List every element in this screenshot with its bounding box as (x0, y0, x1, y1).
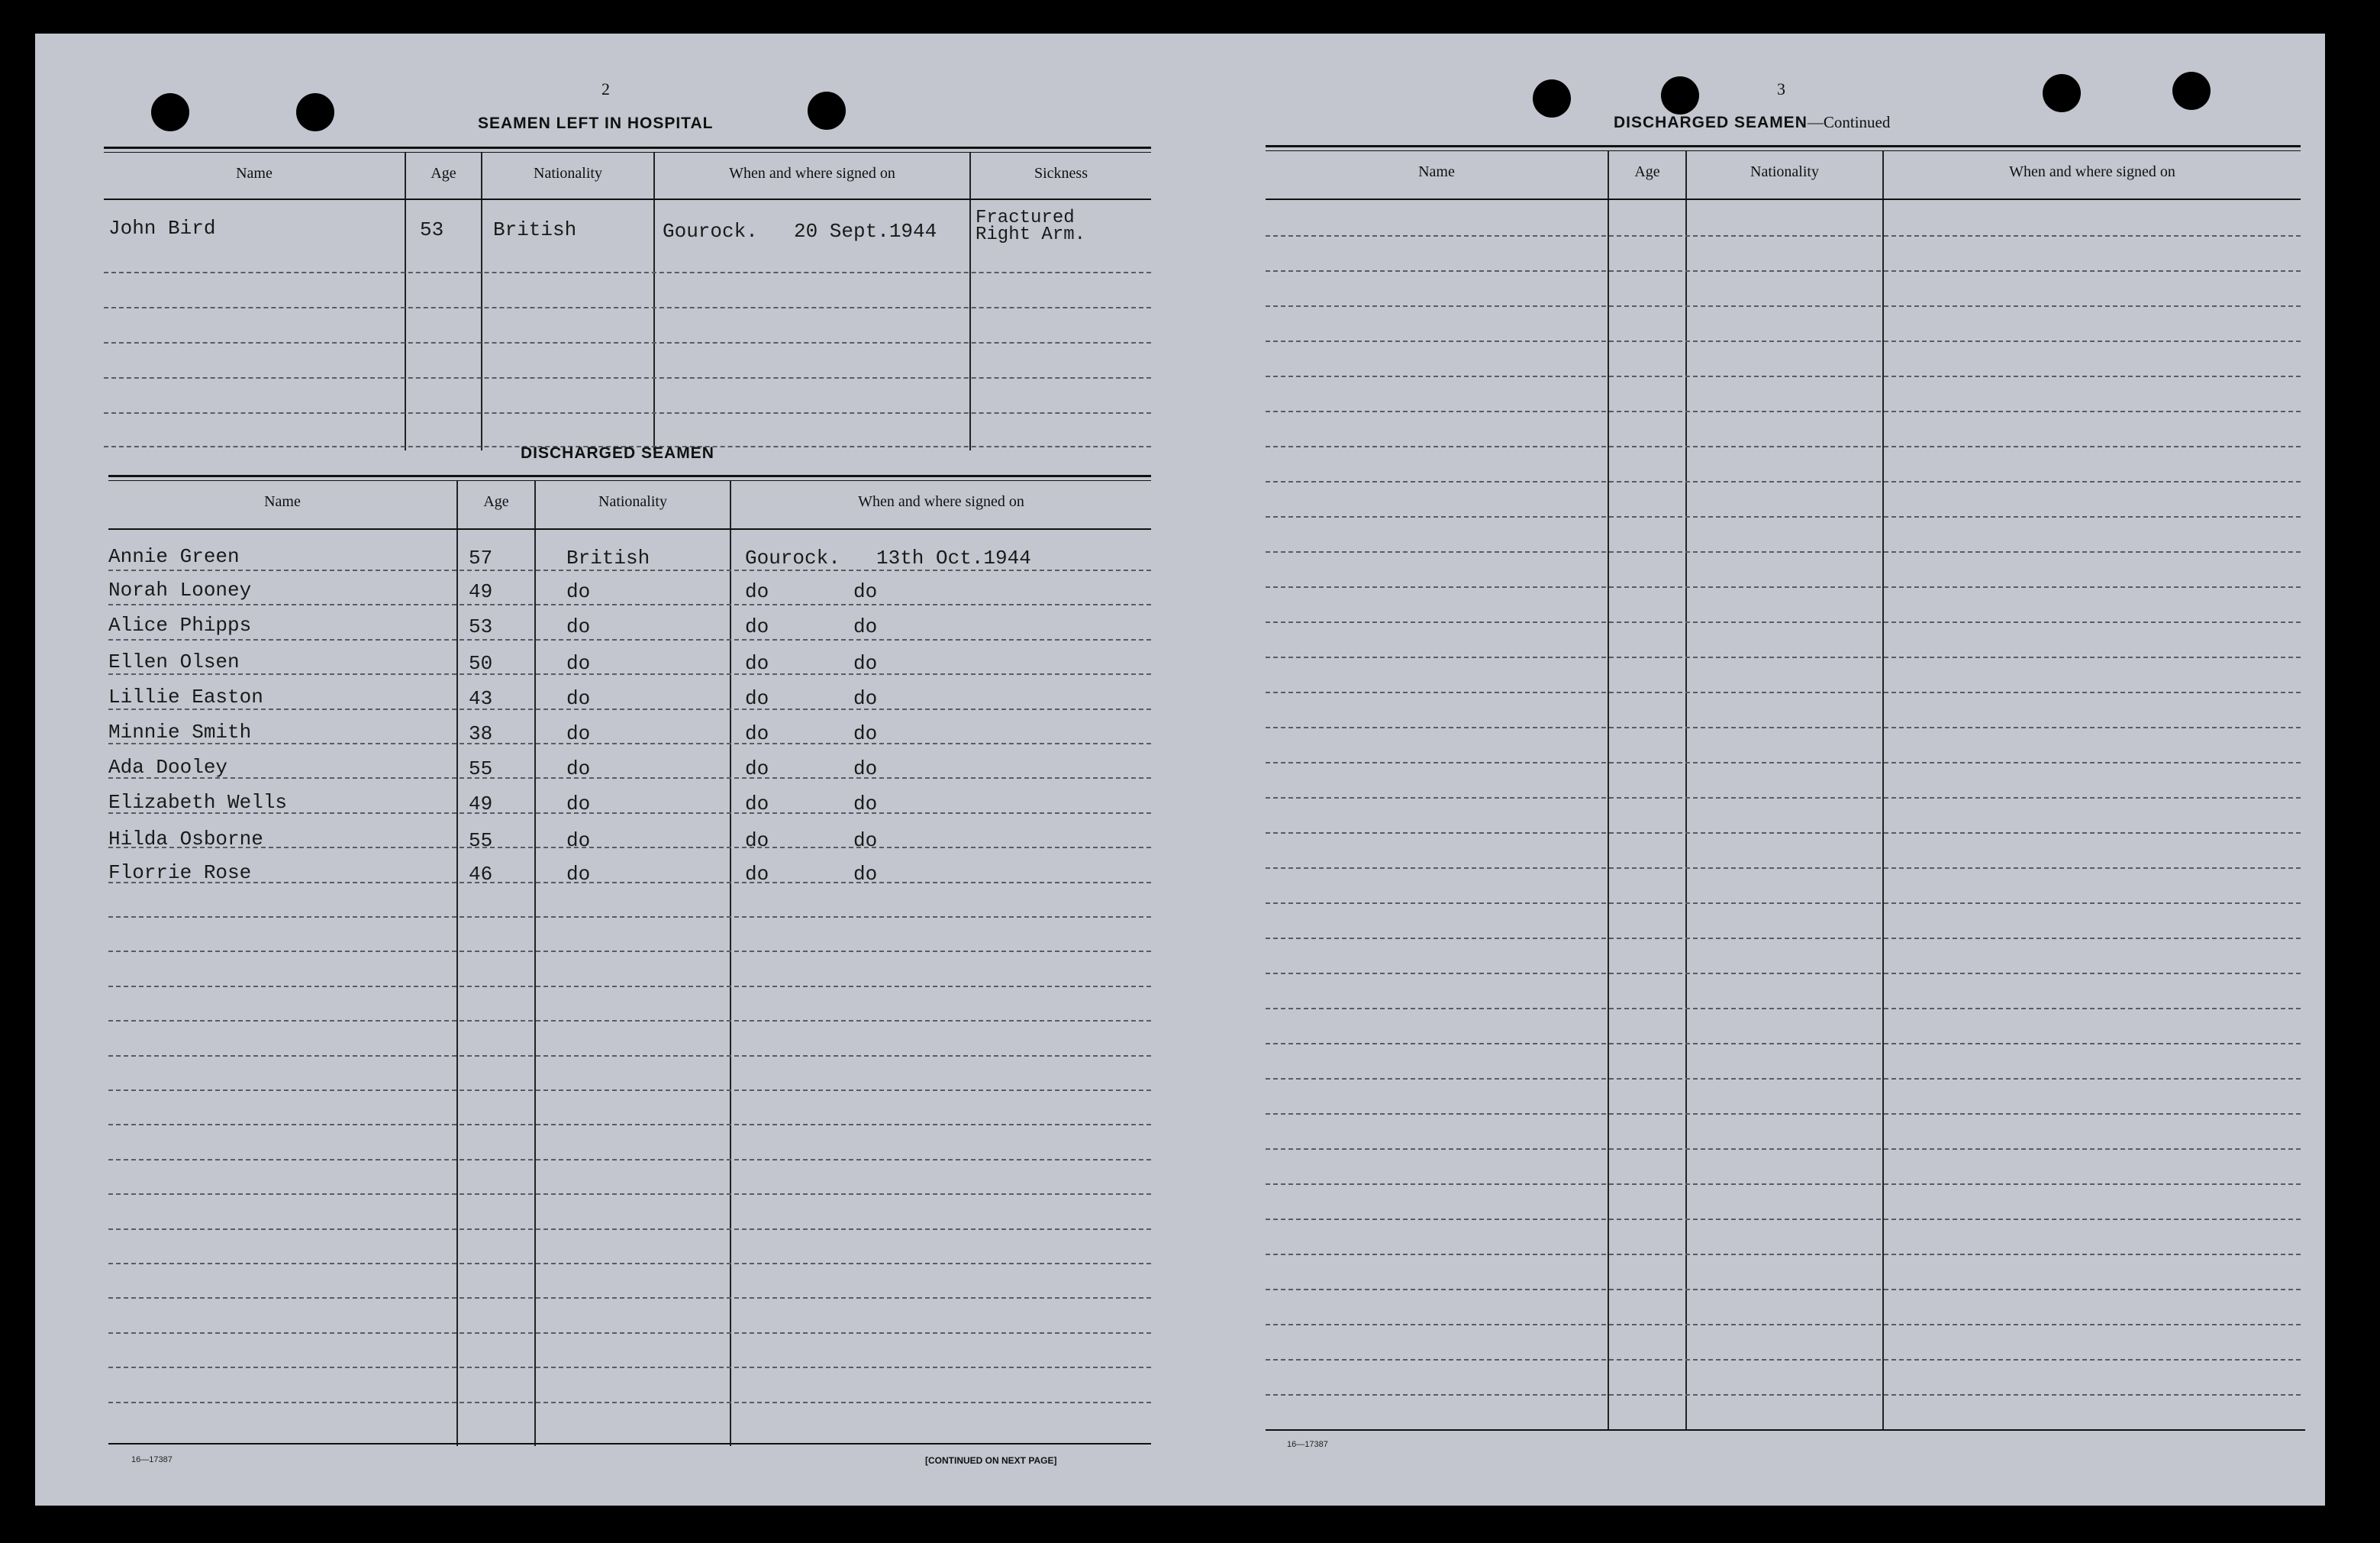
column-divider (1685, 151, 1687, 1431)
punch-hole (2172, 72, 2211, 110)
row-line (1266, 621, 2301, 623)
cell-nationality: do (566, 792, 591, 815)
row-line (1266, 411, 2301, 412)
row-line (108, 1332, 1151, 1334)
row-line (1266, 1078, 2301, 1080)
row-line (108, 639, 1151, 641)
row-line (1266, 1183, 2301, 1185)
row-line (108, 1228, 1151, 1230)
cell-place: do (745, 792, 769, 815)
row-line (108, 847, 1151, 848)
rule (108, 480, 1151, 481)
cell-age: 43 (469, 687, 493, 710)
row-line (1266, 1148, 2301, 1150)
form-number: 16—17387 (1287, 1440, 1328, 1449)
header-rule (1266, 199, 2301, 200)
row-line (104, 307, 1151, 308)
cell-place: do (745, 757, 769, 780)
cell-age: 53 (469, 615, 493, 638)
cell-name: Hilda Osborne (108, 828, 263, 851)
punch-hole (1533, 79, 1571, 118)
cell-name: Alice Phipps (108, 614, 252, 637)
row-line (108, 709, 1151, 710)
row-line (1266, 1359, 2301, 1361)
row-line (1266, 446, 2301, 447)
row-line (104, 272, 1151, 273)
row-line (108, 673, 1151, 675)
cell-age: 57 (469, 547, 493, 570)
row-line (108, 1297, 1151, 1299)
cell-nationality: do (566, 722, 591, 745)
cell-name: Minnie Smith (108, 721, 252, 744)
punch-hole (296, 93, 334, 131)
cell-nationality: do (566, 757, 591, 780)
cell-name: Ellen Olsen (108, 650, 240, 673)
cell-place: do (745, 652, 769, 675)
header-signed-on: When and where signed on (2009, 163, 2175, 180)
punch-hole (2043, 74, 2081, 112)
row-line (1266, 832, 2301, 834)
cell-nationality: do (566, 580, 591, 603)
cell-nationality: do (566, 863, 591, 886)
row-line (1266, 481, 2301, 483)
cell-name: John Bird (108, 217, 216, 240)
header-rule (104, 199, 1151, 200)
cell-age: 46 (469, 863, 493, 886)
row-line (108, 604, 1151, 605)
row-line (1266, 376, 2301, 377)
right-section-title (1614, 113, 1890, 132)
punch-hole (151, 93, 189, 131)
cell-sickness: Right Arm. (976, 224, 1086, 245)
cell-age: 49 (469, 792, 493, 815)
row-line (1266, 657, 2301, 658)
row-line (1266, 516, 2301, 518)
column-divider (534, 481, 536, 1446)
row-line (108, 882, 1151, 883)
header-rule (108, 528, 1151, 530)
row-line (108, 1124, 1151, 1125)
row-line (1266, 341, 2301, 342)
cell-name: Lillie Easton (108, 686, 263, 709)
header-sickness: Sickness (1034, 165, 1088, 182)
row-line (108, 1263, 1151, 1264)
row-line (1266, 586, 2301, 588)
row-line (1266, 727, 2301, 728)
rule (104, 152, 1151, 153)
bottom-rule (108, 1443, 1151, 1445)
cell-nationality: do (566, 687, 591, 710)
cell-place: do (745, 615, 769, 638)
bottom-rule (1266, 1429, 2305, 1431)
cell-date: do (853, 863, 878, 886)
row-line (1266, 1289, 2301, 1290)
cell-place: do (745, 863, 769, 886)
continued-note: [CONTINUED ON NEXT PAGE] (925, 1455, 1057, 1466)
row-line (1266, 1008, 2301, 1009)
row-line (108, 986, 1151, 987)
cell-age: 55 (469, 829, 493, 852)
cell-place: do (745, 829, 769, 852)
cell-name: Florrie Rose (108, 861, 252, 884)
row-line (1266, 938, 2301, 939)
row-line (108, 743, 1151, 744)
row-line (108, 777, 1151, 779)
cell-age: 53 (420, 218, 444, 241)
row-line (108, 1402, 1151, 1403)
cell-place: do (745, 580, 769, 603)
cell-name: Annie Green (108, 545, 240, 568)
title-continued: —Continued (1807, 113, 1891, 131)
row-line (1266, 692, 2301, 693)
row-line (108, 1193, 1151, 1195)
cell-nationality: British (566, 547, 650, 570)
cell-age: 49 (469, 580, 493, 603)
row-line (1266, 235, 2301, 237)
cell-age: 50 (469, 652, 493, 675)
cell-nationality: do (566, 615, 591, 638)
cell-name: Ada Dooley (108, 756, 228, 779)
header-age: Age (431, 165, 456, 182)
header-name: Name (264, 493, 301, 510)
cell-date: do (853, 615, 878, 638)
row-line (1266, 1219, 2301, 1220)
row-line (1266, 1043, 2301, 1044)
row-line (108, 1020, 1151, 1022)
header-nationality: Nationality (1750, 163, 1819, 180)
header-name: Name (1418, 163, 1455, 180)
page-number: 3 (1777, 79, 1785, 98)
form-number: 16—17387 (131, 1455, 173, 1464)
rule (104, 147, 1151, 149)
cell-date: do (853, 829, 878, 852)
header-nationality: Nationality (534, 165, 602, 182)
cell-date: do (853, 687, 878, 710)
column-divider (969, 153, 971, 450)
header-name: Name (236, 165, 273, 182)
column-divider (481, 153, 482, 450)
cell-nationality: do (566, 652, 591, 675)
header-nationality: Nationality (598, 493, 667, 510)
row-line (108, 1367, 1151, 1368)
column-divider (730, 481, 731, 1446)
cell-place: do (745, 687, 769, 710)
cell-date: 13th Oct.1944 (876, 547, 1031, 570)
cell-date: do (853, 757, 878, 780)
header-signed-on: When and where signed on (729, 165, 895, 182)
column-divider (1608, 151, 1609, 1431)
cell-place: do (745, 722, 769, 745)
cell-date: do (853, 580, 878, 603)
column-divider (405, 153, 406, 450)
column-divider (1882, 151, 1884, 1431)
row-line (1266, 305, 2301, 307)
header-age: Age (1634, 163, 1660, 180)
row-line (104, 412, 1151, 414)
rule (1266, 145, 2301, 147)
page-number: 2 (601, 79, 610, 98)
row-line (1266, 1113, 2301, 1115)
punch-hole (808, 92, 846, 130)
row-line (108, 1055, 1151, 1057)
header-signed-on: When and where signed on (858, 493, 1024, 510)
cell-nationality: do (566, 829, 591, 852)
row-line (104, 342, 1151, 344)
header-age: Age (483, 493, 509, 510)
cell-date: do (853, 792, 878, 815)
row-line (1266, 1254, 2301, 1255)
row-line (108, 951, 1151, 952)
row-line (1266, 902, 2301, 904)
row-line (1266, 973, 2301, 974)
cell-date: do (853, 722, 878, 745)
cell-age: 55 (469, 757, 493, 780)
cell-age: 38 (469, 722, 493, 745)
row-line (108, 1089, 1151, 1091)
column-divider (653, 153, 655, 450)
cell-name: Elizabeth Wells (108, 791, 288, 814)
rule (1266, 150, 2301, 151)
cell-place: Gourock. (663, 220, 758, 243)
row-line (1266, 1394, 2301, 1396)
cell-sickness: Fractured (976, 208, 1075, 228)
row-line (1266, 797, 2301, 799)
column-divider (456, 481, 458, 1446)
row-line (108, 916, 1151, 918)
title-main: DISCHARGED SEAMEN (1614, 114, 1808, 131)
cell-nationality: British (493, 218, 577, 241)
cell-place: Gourock. (745, 547, 840, 570)
punch-hole (1661, 76, 1699, 115)
rule (108, 475, 1151, 477)
hospital-section-title: SEAMEN LEFT IN HOSPITAL (478, 115, 714, 132)
row-line (108, 570, 1151, 571)
cell-date: do (853, 652, 878, 675)
row-line (1266, 762, 2301, 763)
row-line (1266, 1324, 2301, 1325)
row-line (108, 1159, 1151, 1160)
row-line (1266, 867, 2301, 869)
row-line (1266, 270, 2301, 272)
discharged-section-title: DISCHARGED SEAMEN (521, 444, 714, 462)
row-line (1266, 551, 2301, 553)
row-line (104, 377, 1151, 379)
cell-name: Norah Looney (108, 579, 252, 602)
ledger-sheet (35, 34, 2325, 1506)
cell-date: 20 Sept.1944 (794, 220, 937, 243)
